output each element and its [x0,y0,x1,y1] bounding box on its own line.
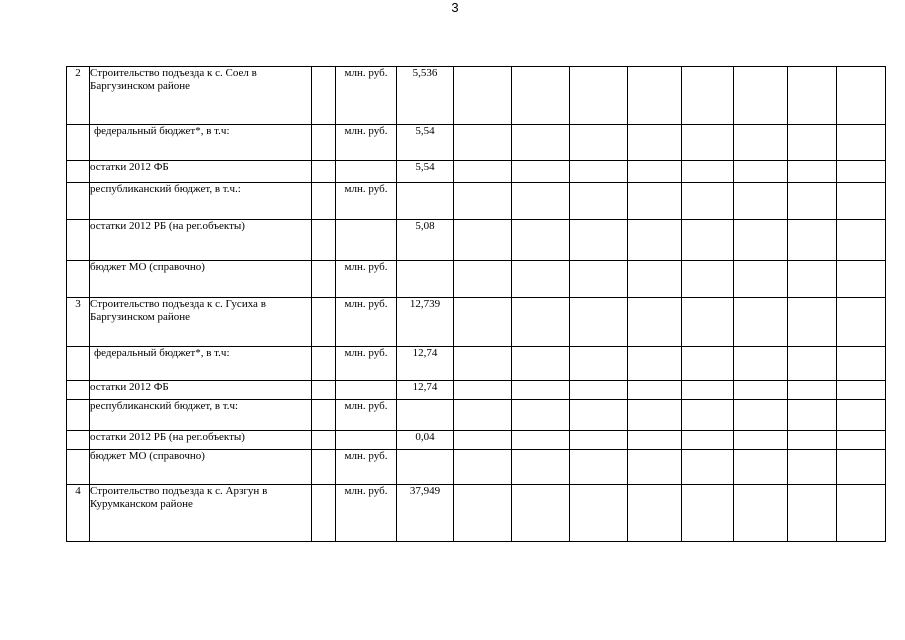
row-unit-cell [336,161,397,183]
empty-cell [570,431,628,450]
empty-cell [628,485,682,542]
empty-cell [570,67,628,125]
empty-cell [512,161,570,183]
empty-cell [628,161,682,183]
empty-cell [682,261,734,298]
empty-cell [682,67,734,125]
row-number-cell [67,400,90,431]
row-name-cell: республиканский бюджет, в т.ч.: [90,183,312,220]
empty-cell [788,125,837,161]
empty-cell [312,381,336,400]
empty-cell [837,400,886,431]
empty-cell [682,450,734,485]
empty-cell [512,381,570,400]
row-value-cell: 12,74 [397,381,454,400]
empty-cell [512,400,570,431]
empty-cell [788,450,837,485]
row-name-cell: остатки 2012 ФБ [90,381,312,400]
empty-cell [788,298,837,347]
row-value-cell [397,261,454,298]
row-number-cell [67,431,90,450]
empty-cell [454,347,512,381]
row-number-cell [67,125,90,161]
empty-cell [312,400,336,431]
row-unit-cell: млн. руб. [336,261,397,298]
empty-cell [570,161,628,183]
empty-cell [734,400,788,431]
empty-cell [837,183,886,220]
empty-cell [454,450,512,485]
empty-cell [734,125,788,161]
empty-cell [570,450,628,485]
empty-cell [628,125,682,161]
row-value-cell: 0,04 [397,431,454,450]
empty-cell [788,485,837,542]
empty-cell [682,431,734,450]
row-unit-cell: млн. руб. [336,183,397,220]
empty-cell [512,450,570,485]
empty-cell [454,298,512,347]
empty-cell [512,261,570,298]
empty-cell [837,220,886,261]
empty-cell [682,183,734,220]
row-value-cell: 12,74 [397,347,454,381]
table-row [67,381,886,400]
row-name-cell: Строительство подъезда к с. Гусиха в Баргузинском районе [90,298,312,347]
empty-cell [570,485,628,542]
empty-cell [512,220,570,261]
table-row [67,161,886,183]
row-unit-cell [336,431,397,450]
empty-cell [734,220,788,261]
empty-cell [454,183,512,220]
empty-cell [788,431,837,450]
empty-cell [454,431,512,450]
empty-cell [837,450,886,485]
empty-cell [512,125,570,161]
empty-cell [837,298,886,347]
row-unit-cell: млн. руб. [336,347,397,381]
empty-cell [837,161,886,183]
empty-cell [734,161,788,183]
row-unit-cell: млн. руб. [336,125,397,161]
empty-cell [734,485,788,542]
empty-cell [682,298,734,347]
empty-cell [454,485,512,542]
empty-cell [312,450,336,485]
empty-cell [628,450,682,485]
empty-cell [628,431,682,450]
empty-cell [837,261,886,298]
empty-cell [788,381,837,400]
empty-cell [512,485,570,542]
table-row [67,125,886,161]
table-row [67,183,886,220]
empty-cell [512,347,570,381]
empty-cell [682,381,734,400]
table-row [67,400,886,431]
empty-cell [788,261,837,298]
row-unit-cell: млн. руб. [336,67,397,125]
row-name-cell: бюджет МО (справочно) [90,261,312,298]
empty-cell [734,67,788,125]
empty-cell [312,183,336,220]
row-name-cell: федеральный бюджет*, в т.ч: [90,125,312,161]
empty-cell [570,347,628,381]
empty-cell [570,298,628,347]
row-value-cell [397,183,454,220]
row-number-cell [67,450,90,485]
row-unit-cell: млн. руб. [336,400,397,431]
row-value-cell: 5,536 [397,67,454,125]
empty-cell [788,220,837,261]
empty-cell [628,347,682,381]
empty-cell [788,347,837,381]
empty-cell [788,183,837,220]
row-unit-cell [336,381,397,400]
row-unit-cell: млн. руб. [336,485,397,542]
row-value-cell: 12,739 [397,298,454,347]
row-value-cell: 37,949 [397,485,454,542]
row-unit-cell: млн. руб. [336,450,397,485]
empty-cell [734,298,788,347]
empty-cell [788,67,837,125]
row-unit-cell: млн. руб. [336,298,397,347]
empty-cell [628,67,682,125]
empty-cell [837,381,886,400]
row-number-cell [67,347,90,381]
table-row [67,485,886,542]
empty-cell [682,125,734,161]
empty-cell [837,485,886,542]
table-row [67,261,886,298]
empty-cell [837,347,886,381]
row-value-cell: 5,54 [397,125,454,161]
empty-cell [734,381,788,400]
empty-cell [570,261,628,298]
empty-cell [682,347,734,381]
empty-cell [312,161,336,183]
row-name-cell: бюджет МО (справочно) [90,450,312,485]
page-number: 3 [451,0,459,15]
table-body [67,67,886,542]
empty-cell [837,125,886,161]
empty-cell [570,400,628,431]
empty-cell [734,431,788,450]
row-number-cell [67,183,90,220]
row-value-cell [397,400,454,431]
empty-cell [454,161,512,183]
table-row [67,298,886,347]
budget-table [66,66,886,542]
table-row [67,431,886,450]
row-number-cell [67,381,90,400]
empty-cell [682,161,734,183]
empty-cell [628,381,682,400]
empty-cell [454,67,512,125]
table-row [67,347,886,381]
row-number-cell: 3 [67,298,90,347]
empty-cell [312,298,336,347]
empty-cell [837,431,886,450]
empty-cell [682,220,734,261]
empty-cell [628,220,682,261]
row-value-cell: 5,54 [397,161,454,183]
empty-cell [512,67,570,125]
empty-cell [512,183,570,220]
row-name-cell: остатки 2012 ФБ [90,161,312,183]
row-number-cell [67,220,90,261]
empty-cell [628,400,682,431]
empty-cell [312,261,336,298]
row-name-cell: федеральный бюджет*, в т.ч: [90,347,312,381]
row-number-cell: 2 [67,67,90,125]
row-number-cell: 4 [67,485,90,542]
row-value-cell [397,450,454,485]
row-name-cell: Строительство подъезда к с. Соел в Баргузинском районе [90,67,312,125]
empty-cell [312,125,336,161]
empty-cell [512,298,570,347]
empty-cell [734,183,788,220]
empty-cell [570,220,628,261]
empty-cell [454,381,512,400]
empty-cell [570,183,628,220]
empty-cell [788,400,837,431]
empty-cell [682,485,734,542]
empty-cell [837,67,886,125]
empty-cell [734,261,788,298]
row-unit-cell [336,220,397,261]
row-name-cell: Строительство подъезда к с. Арзгун в Курумканском районе [90,485,312,542]
empty-cell [312,485,336,542]
empty-cell [788,161,837,183]
row-number-cell [67,261,90,298]
empty-cell [312,67,336,125]
empty-cell [312,220,336,261]
empty-cell [628,298,682,347]
empty-cell [312,347,336,381]
empty-cell [454,220,512,261]
empty-cell [312,431,336,450]
empty-cell [454,125,512,161]
table-row [67,67,886,125]
table-row [67,450,886,485]
empty-cell [628,183,682,220]
row-value-cell: 5,08 [397,220,454,261]
empty-cell [570,381,628,400]
empty-cell [734,347,788,381]
row-number-cell [67,161,90,183]
empty-cell [570,125,628,161]
row-name-cell: республиканский бюджет, в т.ч: [90,400,312,431]
empty-cell [454,261,512,298]
row-name-cell: остатки 2012 РБ (на рег.объекты) [90,220,312,261]
row-name-cell: остатки 2012 РБ (на рег.объекты) [90,431,312,450]
table-row [67,220,886,261]
empty-cell [734,450,788,485]
empty-cell [682,400,734,431]
empty-cell [628,261,682,298]
empty-cell [454,400,512,431]
empty-cell [512,431,570,450]
